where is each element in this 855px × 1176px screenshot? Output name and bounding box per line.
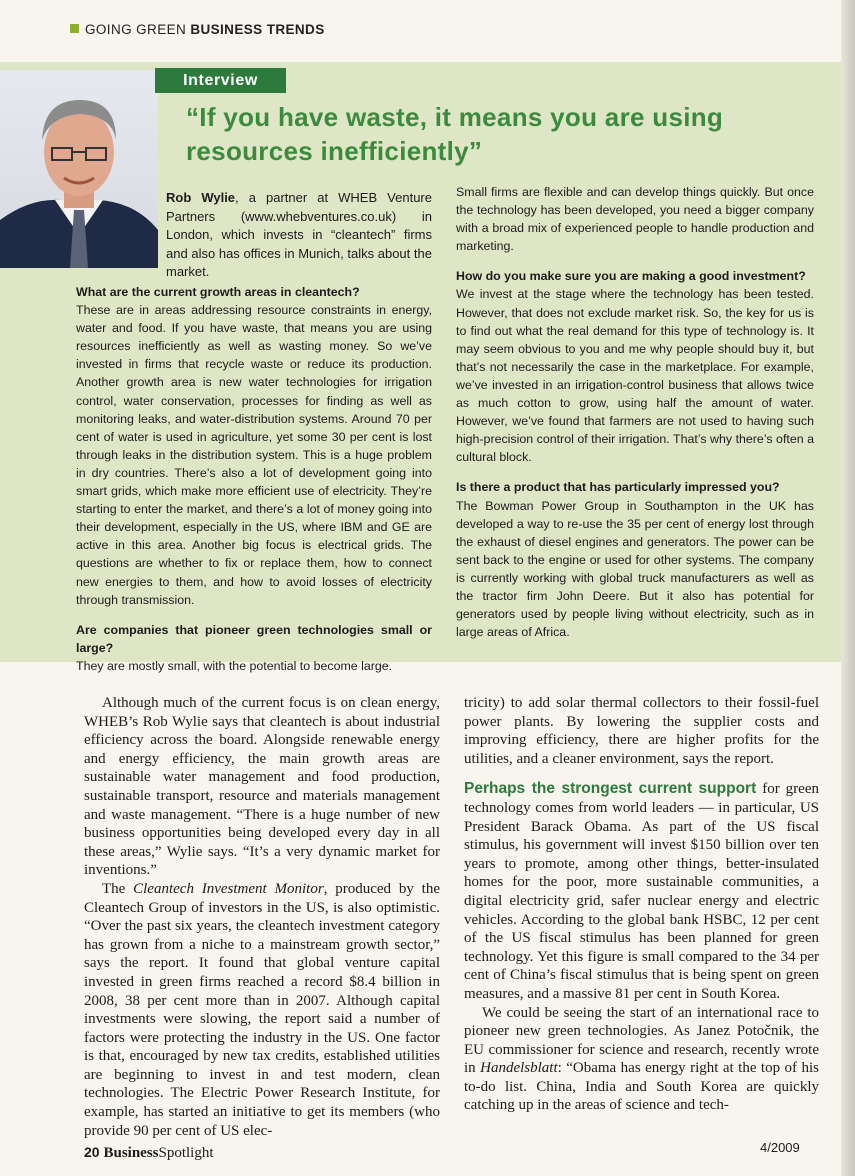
interview-column-right: [456, 183, 814, 653]
question-2: Are companies that pioneer green technologies small or large?: [76, 622, 432, 655]
page-edge: [841, 0, 855, 1176]
portrait-illustration: [0, 70, 158, 268]
question-4: Is there a product that has particularly impressed you?: [456, 480, 780, 495]
newspaper-title: Handelsblatt: [480, 1060, 558, 1077]
publication-title: Cleantech Investment Monitor: [133, 880, 324, 897]
section-subname: BUSINESS TRENDS: [190, 22, 325, 37]
interview-tab: Interview: [155, 68, 286, 93]
page-footer: [84, 1144, 214, 1162]
portrait-photo: [0, 70, 158, 268]
intro-text: , a partner at WHEB Venture Partners (www.whebventures.co.uk) in London, which invests in “cleantech” firms and also has offices in Munich, talks about the market.: [166, 190, 432, 279]
article-paragraph-2: The Cleantech Investment Monitor, produced by the Cleantech Group of investors in the US, is also optimistic. “Over the past six years, the cleantech investment category has grown from a niche to a mainstream growth sector,” says the report. It found that global venture capital invested in green firms reached a record $8.4 billion in 2008, 38 per cent more than in 2007. Although capital investments were slowing, the report said a number of factors were protecting the industry in the US. One factor is that, encouraged by new tax credits, established utilities are beginning to invest in and test modern, clean technologies. The Electric Power Research Institute, for example, has started an initiative to get its members (who provide 90 per cent of US elec-: [84, 880, 440, 1139]
article-column-right: [464, 694, 819, 1115]
article-paragraph-1: Although much of the current focus is on clean energy, WHEB’s Rob Wylie says that cleantech is about industrial efficiency across the board. Alongside renewable energy and energy efficiency, the main growth areas are sustainable water management and food production, sustainable transport, resource and materials management and waste management. “There is a huge number of new business opportunities being developed every day in all these areas,” Wylie says. “It’s a very dynamic market for inventions.”: [84, 695, 440, 879]
magazine-brand: BusinessSpotlight: [103, 1145, 214, 1161]
green-square-icon: [70, 24, 79, 33]
answer-3: We invest at the stage where the technology has been tested. However, that does not exclude market risk. So, the key for us is to find out what the real demand for this type of technology is. It may seem obvious to you and me why people should buy it, but that’s not necessarily the case in the marketplace. For example, we’ve invested in an irrigation-control business that allows twice as much cotton to grow, using half the amount of water. However, we’ve found that farmers are not used to having such high-precision control of their irrigation. That’s why there’s often a cultural block.: [456, 287, 814, 465]
interview-column-left: [76, 283, 432, 687]
interviewee-name: Rob Wylie: [166, 190, 236, 205]
paragraph-lead-in: Perhaps the strongest current support: [464, 780, 757, 798]
section-header: [70, 22, 325, 37]
page-number: 20: [84, 1144, 100, 1160]
interview-intro: [166, 189, 432, 282]
answer-2-continued: Small firms are flexible and can develop things quickly. But once the technology has been developed, you need a bigger company with a broad mix of experienced people to handle production and marketing.: [456, 185, 814, 254]
question-3: How do you make sure you are making a good investment?: [456, 269, 806, 284]
article-paragraph-2-continued: tricity) to add solar thermal collectors to their fossil-fuel power plants. By lowering the supplier costs and improving efficiency, there are higher profits for the utilities, and a cleaner environment, says the report.: [464, 695, 819, 767]
article-column-left: [84, 694, 440, 1140]
interview-headline: “If you have waste, it means you are using resources inefficiently”: [186, 102, 724, 166]
issue-date: 4/2009: [760, 1140, 800, 1155]
answer-2: They are mostly small, with the potential to become large.: [76, 658, 393, 673]
answer-4: The Bowman Power Group in Southampton in the UK has developed a way to re-use the 35 per cent of energy lost through the exhaust of diesel engines and generators. The power can be sent back to the engine or used for other systems. The company is currently working with global truck manufacturers as well as the tractor firm John Deere. But it also has potential for generators used by people living without electricity, such as in large areas of Africa.: [456, 498, 814, 640]
article-paragraph-4: We could be seeing the start of an international race to pioneer new green technologies. As Janez Potočnik, the EU commissioner for science and research, recently wrote in Handelsblatt: “Obama has energy right at the top of his to-do list. China, India and South Korea are quickly catching up in the areas of science and tech-: [464, 1004, 819, 1114]
question-1: What are the current growth areas in cleantech?: [76, 285, 360, 299]
answer-1: These are in areas addressing resource constraints in energy, water and food. If you have waste, that means you are using resources inefficiently as well as wasting money. So we’ve invested in firms that recycle waste or reduce its production. Another growth area is new water technologies for irrigation control, water conservation, processes for finding as well as monitoring leaks, and water-distribution systems. Around 70 per cent of water is used in agriculture, yet some 30 per cent is lost through leaks in the distribution system. This is a huge problem in dry countries. There’s also a lot of development going into smart grids, which make more efficient use of electricity. They’re starting to enter the market, and there’s a lot of money going into their development, especially in the US, where IBM and GE are active in this area. Another big focus is electrical grids. The questions are whether to fix or replace them, how to connect new energies to them, and how to avoid losses of electricity through transmission.: [76, 303, 432, 607]
section-name: GOING GREEN: [85, 22, 187, 37]
article-paragraph-3: Perhaps the strongest current support for green technology comes from world leaders — in particular, US President Barack Obama. As part of the US fiscal stimulus, his government will invest $150 billion over ten years to promote, among other things, better-insulated homes for the poor, more sustainable communities, a digital electricity grid, safer nuclear energy and electric vehicles. According to the global bank HSBC, 12 per cent of the US fiscal stimulus has been planned for green technology. Yet this figure is small compared to the 34 per cent of China’s fiscal stimulus that is being spent on green measures, and a massive 81 per cent in South Korea.: [464, 780, 819, 1002]
